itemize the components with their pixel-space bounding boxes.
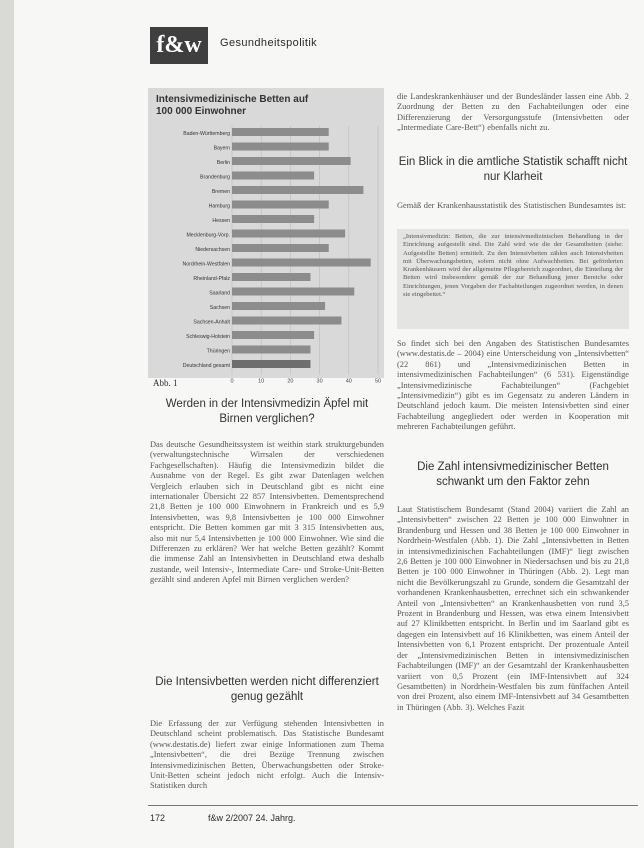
bar bbox=[232, 128, 329, 136]
bar bbox=[232, 244, 329, 252]
x-tick-label: 50 bbox=[374, 378, 382, 385]
x-tick-label: 40 bbox=[345, 378, 352, 385]
bar bbox=[232, 215, 314, 223]
issue-label: f&w 2/2007 24. Jahrg. bbox=[208, 813, 296, 823]
paragraph-right-mid: So findet sich bei den Angaben des Statistischen Bundesamtes (www.destatis.de – 2004) eine Unterscheidung von „Intensivbetten“ (22 861) und „Intensivmedizinischen Betten in intensivmedizinischen Fachabteilungen“ (6 531). Eigenständige „Intensivmedizinische Fachabteilungen“ (Fachgebiet „Intensivmedizin“) gibt es im Gegensatz zu anderen Ländern in Deutschland jedoch kaum. Die meisten Intensivbetten sind einer Fachabteilung angegliedert oder werden in Kooperation mit mehreren Fachabteilungen geführt. bbox=[397, 339, 629, 432]
heading-factor-ten: Die Zahl intensivmedizinischer Betten schwankt um den Faktor zehn bbox=[417, 461, 609, 488]
journal-logo: f&w bbox=[150, 27, 208, 64]
chart-title: Intensivmedizinische Betten auf 100 000 Einwohner bbox=[156, 94, 309, 117]
bar bbox=[232, 201, 329, 209]
bar bbox=[232, 186, 363, 194]
bar bbox=[232, 273, 310, 281]
bar bbox=[232, 317, 342, 325]
category-label: Berlin bbox=[216, 160, 230, 166]
category-label: Hessen bbox=[212, 218, 230, 224]
category-label: Hamburg bbox=[208, 203, 230, 210]
category-label: Rheinland-Pfalz bbox=[193, 276, 230, 282]
bar bbox=[232, 288, 354, 296]
page-number: 172 bbox=[150, 813, 166, 823]
category-label: Nordrhein-Westfalen bbox=[182, 261, 230, 268]
bar bbox=[232, 346, 310, 354]
category-label: Deutschland gesamt bbox=[182, 363, 230, 369]
x-tick-label: 0 bbox=[230, 378, 234, 385]
bar bbox=[232, 259, 371, 267]
category-label: Brandenburg bbox=[200, 174, 230, 181]
paragraph-right-intro: Gemäß der Krankenhausstatistik des Statistischen Bundesamtes ist: bbox=[397, 201, 627, 210]
bar bbox=[232, 360, 310, 368]
category-label: Bremen bbox=[211, 189, 230, 195]
bar bbox=[232, 172, 314, 180]
paragraph-right-top: die Landeskrankenhäuser und der Bundesländer lassen eine Abb. 2 Zuordnung der Betten zu den Fachabteilungen oder eine Differenzierung der Versorgungsstufe (Intensivbetten oder „Intermediate Care-Bett“) ebenfalls nicht zu. bbox=[397, 92, 629, 133]
category-label: Schleswig-Holstein bbox=[186, 334, 230, 340]
x-tick-label: 30 bbox=[316, 378, 323, 385]
category-label: Baden-Württemberg bbox=[183, 131, 230, 137]
page-binding-edge bbox=[0, 0, 14, 848]
paragraph-left-1: Das deutsche Gesundheitssystem ist weithin stark strukturgebunden (verwaltungstechnische Wirrsalen der verschiedenen Fachgesellschaften). Häufig die Intensivmedizin bildet die Ausnahme von der Regel. Es gibt zwar Datenlagen welchen Vergleich erlauben sich in Deutschland gibt es nicht eine internationaler Übersicht 22 857 Intensivbetten. Dementsprechend 21,8 Betten je 100 000 Einwohnern in Frankreich und es 5,9 Intensivbetten, was 9,8 Intensivbetten je 100 000 Einwohner entspricht. Die Betten kommen gar mit 3 315 Intensivbetten aus, also mit nur 5,4 Intensivbetten je 100 000 Einwohner. Wie sind die Differenzen zu erklären? Wer hat welche Betten gezählt? Kommt die immense Zahl an Intensivbetten in Deutschland etwa deshalb zustande, weil Intensiv-, Intermediate Care- und Stroke-Unit-Betten gezählt sind anderen Apfel mit Birnen verglichen werden? bbox=[150, 440, 384, 585]
category-label: Niedersachsen bbox=[195, 247, 230, 253]
bar bbox=[232, 143, 329, 151]
category-label: Bayern bbox=[213, 145, 230, 152]
heading-apples-pears: Werden in der Intensivmedizin Äpfel mit Birnen verglichen? bbox=[165, 398, 369, 425]
paragraph-right-end: Laut Statistischem Bundesamt (Stand 2004) variiert die Zahl an „Intensivbetten“ zwischen 22 Betten je 100 000 Einwohner in Brandenburg und Hessen und 38 Betten je 100 000 Einwohner in Nordrhein-Westfalen (Abb. 1). Die Zahl „Intensivbetten in Betten in intensivmedizinischen Fachabteilungen (IMF)“ liegt zwischen 2,6 Betten je 100 000 Einwohner in Niedersachsen und bis zu 21,8 Betten je 100 000 Einwohner in Thüringen (Abb. 2). Legt man nicht die Bevölkerungszahl zu Grunde, sondern die Gesamtzahl der vorhandenen Krankenhausbetten, errechnet sich ein schwankender Anteil von „Intensivbetten“ an Krankenhausbetten von rund 3,5 Prozent in Brandenburg und Hessen, was etwa einem Intensivbett auf 27 Klinikbetten entspricht. In Berlin und im Saarland gibt es dagegen ein Intensivbett auf 16 Klinikbetten, was einem Anteil der Intensivbetten von 6,1 Prozent entspricht. Der prozentuale Anteil der „Intensivmedizinischen Betten in intensivmedizinischen Fachabteilungen (IMF)“ an der Gesamtzahl der Krankenhausbetten variiert von 0,5 Prozent (ein IMF-Intensivbett auf 324 Gesamtbetten) in Nordrhein-Westfalen bis zum fünffachen Anteil von drei Prozent, also einem IMF-Intensivbett auf 34 Gesamtbetten in Thüringen (Abb. 3). Welches Fazit bbox=[397, 505, 629, 712]
heading-intensive-beds: Die Intensivbetten werden nicht differenziert genug gezählt bbox=[155, 676, 379, 703]
footer-rule bbox=[148, 805, 638, 806]
category-label: Sachsen-Anhalt bbox=[193, 319, 230, 326]
bar bbox=[232, 331, 314, 339]
x-tick-label: 10 bbox=[258, 378, 265, 385]
definition-quote: „Intensivmedizin: Betten, die zur intensivmedizinischen Behandlung in der Einrichtung aufgestellt sind. Die Zahl wird wie die der Gesamtbetten (siehe: Aufgestellte Betten) ermittelt. Zu den Intensivbetten zählen auch Intensivbetten mit Überwachungsbetten, sofern nicht ohne Aufwachbetten. Bei geförderten Krankenhäusern wird der allgemeine Pflegebereich zugeordnet, die Einteilung der Betten wird insbesondere gemäß der zur Behandlung jener Bereiche oder Einrichtungen, jenen Vorgaben der Fachabteilungen zugeordnet werden, in denen sie eingebettet.“ bbox=[397, 229, 629, 329]
category-label: Sachsen bbox=[209, 305, 230, 311]
figure-caption: Abb. 1 bbox=[153, 378, 178, 388]
section-label: Gesundheitspolitik bbox=[220, 37, 318, 49]
heading-official-statistics: Ein Blick in die amtliche Statistik schafft nicht nur Klarheit bbox=[398, 156, 628, 183]
bar bbox=[232, 230, 345, 238]
category-label: Saarland bbox=[209, 290, 230, 297]
x-tick-label: 20 bbox=[287, 378, 294, 385]
bar bbox=[232, 302, 325, 310]
category-label: Mecklenburg-Vorp. bbox=[186, 232, 230, 239]
bar bbox=[232, 157, 351, 165]
category-label: Thüringen bbox=[206, 348, 230, 355]
paragraph-left-2: Die Erfassung der zur Verfügung stehenden Intensivbetten in Deutschland scheint problematisch. Das Statistische Bundesamt (www.destatis.de) liefert zwar einige Informationen zum Thema „Intensivbetten“, die drei Bezüge Trennung zwischen Intensivmedizinischen Betten, Überwachungsbetten oder Stroke-Unit-Betten scheint jedoch nicht erfolgt. Auch die Intensiv-Statistiken durch bbox=[150, 719, 384, 791]
